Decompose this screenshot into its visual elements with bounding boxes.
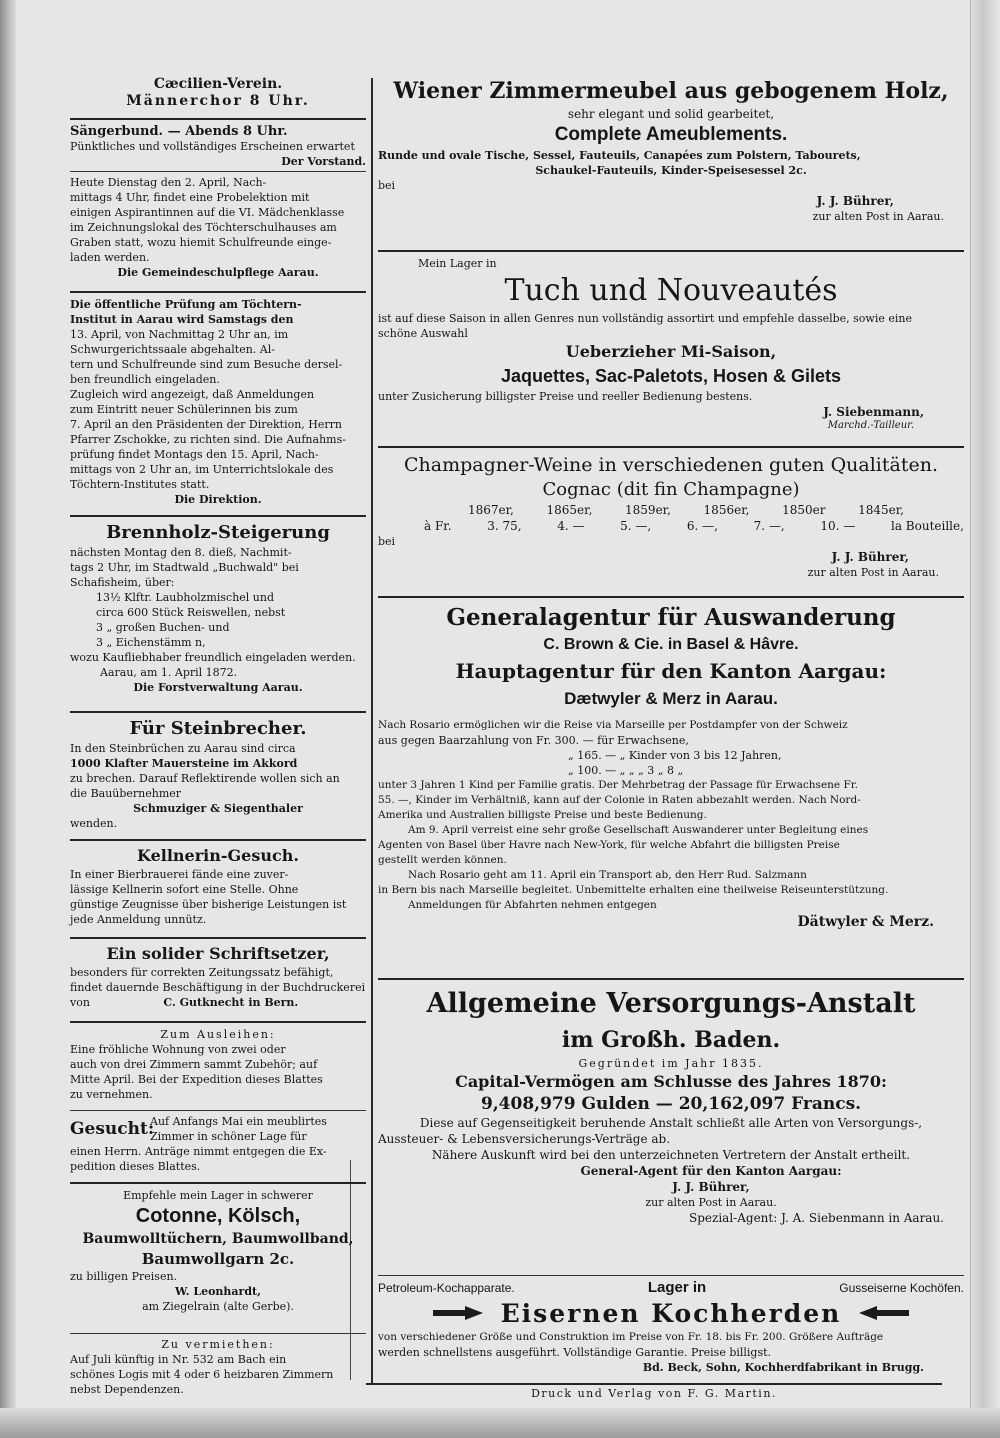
tuch-role: Marchd.-Tailleur. xyxy=(827,420,914,431)
tuch-line: ist auf diese Saison in allen Genres nun vollständig assortirt und empfehle dasselbe, sowie eine xyxy=(378,312,912,325)
footer-rule xyxy=(366,1383,942,1385)
probelektion-signature: Die Gemeindeschulpflege Aarau. xyxy=(117,266,319,279)
champagner-price: 5. —, xyxy=(620,519,652,533)
leonhardt-line2: Baumwolltüchern, Baumwollband, xyxy=(82,1231,354,1247)
gesucht-line: pedition dieses Blattes. xyxy=(70,1160,201,1173)
probelektion-line: Graben statt, wozu hiemit Schulfreunde einge- xyxy=(70,236,332,249)
schriftsetzer-line: besonders für correkten Zeitungssatz befähigt, xyxy=(70,966,334,979)
kellnerin-line: In einer Bierbrauerei fände eine zuver- xyxy=(70,868,289,881)
champagner-year: 1856er, xyxy=(703,503,750,517)
ad-brennholz xyxy=(70,521,366,707)
probelektion-line: laden werden. xyxy=(70,251,150,264)
pruefung-line: 13. April, von Nachmittag 2 Uhr an, im xyxy=(70,328,289,341)
versorgung-title1: Allgemeine Versorgungs-Anstalt xyxy=(426,988,916,1019)
tuch-line: schöne Auswahl xyxy=(378,327,468,340)
champagner-year: 1865er, xyxy=(546,503,593,517)
pruefung-line: ben freundlich eingeladen. xyxy=(70,373,220,386)
gesucht-line: einen Herrn. Anträge nimmt entgegen die Ex- xyxy=(70,1145,327,1158)
moebel-sub: sehr elegant und solid gearbeitet, xyxy=(567,107,775,121)
versorgung-signature: J. J. Bührer, xyxy=(672,1180,750,1194)
vermiethen-line: Auf Juli künftig in Nr. 532 am Bach ein xyxy=(70,1353,287,1366)
schriftsetzer-signature: C. Gutknecht in Bern. xyxy=(163,996,299,1009)
auswanderung-body: Agenten von Basel über Havre nach New-York, für welche Abfahrt die billigsten Preise xyxy=(378,839,840,851)
schriftsetzer-title: Ein solider Schriftsetzer, xyxy=(106,944,330,963)
pruefung-line: Pfarrer Zschokke, zu richten sind. Die Aufnahms- xyxy=(70,433,346,446)
ad-probelektion xyxy=(70,175,366,287)
leonhardt-line3: Baumwollgarn 2c. xyxy=(141,1250,295,1268)
ausleihen-line: zu vernehmen. xyxy=(70,1088,153,1101)
pruefung-line: Die öffentliche Prüfung am Töchtern- xyxy=(70,298,302,311)
pointing-hand-right-icon xyxy=(431,1304,487,1322)
auswanderung-haupt: Hauptagentur für den Kanton Aargau: xyxy=(455,659,887,683)
scan-edge-right xyxy=(970,0,1000,1438)
ad-schriftsetzer xyxy=(70,943,366,1017)
champagner-year: 1867er, xyxy=(468,503,514,517)
brennholz-line: Schafisheim, über: xyxy=(70,576,175,589)
tuch-closing: unter Zusicherung billigster Preise und reeller Bedienung bestens. xyxy=(378,390,753,403)
auswanderung-body: Nach Rosario geht am 11. April ein Transport ab, den Herr Rud. Salzmann xyxy=(408,869,807,881)
ad-saengerbund xyxy=(70,124,366,168)
ad-kellnerin xyxy=(70,845,366,933)
steinbrecher-line: die Bauübernehmer xyxy=(70,787,182,800)
kochherde-left-label: Petroleum-Kochapparate. xyxy=(378,1281,515,1295)
moebel-line2: Schaukel-Fauteuils, Kinder-Speisesessel 2c. xyxy=(535,164,807,177)
versorgung-founded: Gegründet im Jahr 1835. xyxy=(578,1057,764,1070)
ausleihen-line: Mitte April. Bei der Expedition dieses Blattes xyxy=(70,1073,323,1086)
divider xyxy=(70,118,366,120)
gesucht-side-line: Zimmer in schöner Lage für xyxy=(150,1130,307,1143)
steinbrecher-line: zu brechen. Darauf Reflektirende wollen sich an xyxy=(70,772,340,785)
leonhardt-signature: W. Leonhardt, xyxy=(175,1285,261,1298)
moebel-title: Wiener Zimmermeubel aus gebogenem Holz, xyxy=(393,78,949,104)
pruefung-line: 7. April an den Präsidenten der Direktion, Herrn xyxy=(70,418,342,431)
brennholz-closing: wozu Kaufliebhaber freundlich eingeladen werden. xyxy=(70,651,356,664)
kochherde-line: von verschiedener Größe und Construktion im Preise von Fr. 18. bis Fr. 200. Größere Aufträge xyxy=(378,1331,884,1343)
versorgung-address: zur alten Post in Aarau. xyxy=(645,1196,777,1209)
ad-pruefung xyxy=(70,297,366,511)
divider xyxy=(70,1110,366,1111)
ausleihen-title: Zum Ausleihen: xyxy=(160,1028,276,1041)
divider xyxy=(70,291,366,293)
imprint: Druck und Verlag von F. G. Martin. xyxy=(531,1387,777,1400)
steinbrecher-contact: Schmuziger & Siegenthaler xyxy=(133,802,303,815)
vermiethen-line: schönes Logis mit 4 oder 6 heizbaren Zimmern xyxy=(70,1368,334,1381)
left-column xyxy=(70,76,366,1396)
divider xyxy=(70,937,366,939)
ad-moebel xyxy=(378,76,964,246)
auswanderung-body: in Bern bis nach Marseille begleitet. Unbemittelte erhalten eine theilweise Reiseunterstützung. xyxy=(378,884,889,896)
divider xyxy=(378,596,964,598)
champagner-prefix: à Fr. xyxy=(424,519,452,533)
kochherde-signature: Bd. Beck, Sohn, Kochherdfabrikant in Brugg. xyxy=(642,1361,924,1374)
vermiethen-line: nebst Dependenzen. xyxy=(70,1383,184,1396)
tuch-item2: Jaquettes, Sac-Paletots, Hosen & Gilets xyxy=(500,366,842,386)
tuch-intro: Mein Lager in xyxy=(418,257,497,270)
schriftsetzer-line: von xyxy=(70,996,90,1009)
saengerbund-signature: Der Vorstand. xyxy=(281,155,366,168)
pruefung-signature: Die Direktion. xyxy=(174,493,262,506)
kochherde-line: werden schnellstens ausgeführt. Vollständige Garantie. Preise billigst. xyxy=(378,1346,772,1359)
caecilien-title: Cæcilien-Verein. xyxy=(153,76,283,92)
steinbrecher-title: Für Steinbrecher. xyxy=(129,718,307,739)
ausleihen-line: auch von drei Zimmern sammt Zubehör; auf xyxy=(70,1058,318,1071)
ad-versorgung xyxy=(378,984,964,1272)
divider xyxy=(378,978,964,980)
champagner-year: 1850er xyxy=(782,503,826,517)
versorgung-special: Spezial-Agent: J. A. Siebenmann in Aarau. xyxy=(689,1211,944,1225)
leonhardt-address: am Ziegelrain (alte Gerbe). xyxy=(142,1300,294,1313)
champagner-price: 7. —, xyxy=(753,519,785,533)
auswanderung-title: Generalagentur für Auswanderung xyxy=(446,604,896,631)
champagner-price: 6. —, xyxy=(686,519,718,533)
pruefung-line: Zugleich wird angezeigt, daß Anmeldungen xyxy=(70,388,315,401)
divider xyxy=(70,1333,366,1334)
pruefung-line: prüfung findet Montags den 15. April, Nach- xyxy=(70,448,319,461)
probelektion-line: einigen Aspirantinnen auf die VI. Mädchenklasse xyxy=(70,206,345,219)
brennholz-date: Aarau, am 1. April 1872. xyxy=(100,666,238,679)
pruefung-line: Schwurgerichtssaale abgehalten. Al- xyxy=(70,343,275,356)
ad-auswanderung xyxy=(378,602,964,974)
auswanderung-fare: „ 165. — „ Kinder von 3 bis 12 Jahren, xyxy=(568,749,782,762)
divider xyxy=(70,839,366,841)
kellnerin-title: Kellnerin-Gesuch. xyxy=(137,846,299,865)
ad-ausleihen xyxy=(70,1027,366,1107)
auswanderung-fare: Nach Rosario ermöglichen wir die Reise via Marseille per Postdampfer von der Schweiz xyxy=(378,719,848,731)
brennholz-item: circa 600 Stück Reiswellen, nebst xyxy=(96,606,286,619)
auswanderung-fare: „ 100. — „ „ „ 3 „ 8 „ xyxy=(568,764,684,777)
kellnerin-line: jede Anmeldung unnütz. xyxy=(70,913,207,926)
brennholz-title: Brennholz-Steigerung xyxy=(106,522,330,543)
kochherde-mid-label: Lager in xyxy=(647,1279,707,1296)
schriftsetzer-line: findet dauernde Beschäftigung in der Buchdruckerei xyxy=(70,981,366,994)
pointing-hand-left-icon xyxy=(855,1304,911,1322)
scan-edge-left xyxy=(0,0,16,1438)
champagner-price: 3. 75, xyxy=(487,519,522,533)
brennholz-item: 13½ Klftr. Laubholzmischel und xyxy=(96,591,275,604)
steinbrecher-line: In den Steinbrüchen zu Aarau sind circa xyxy=(70,742,296,755)
divider xyxy=(378,250,964,252)
auswanderung-fare: aus gegen Baarzahlung von Fr. 300. — für Erwachsene, xyxy=(378,734,689,747)
auswanderung-sub: C. Brown & Cie. in Basel & Hâvre. xyxy=(543,636,799,653)
probelektion-line: mittags 4 Uhr, findet eine Probelektion mit xyxy=(70,191,310,204)
gesucht-side-line: Auf Anfangs Mai ein meublirtes xyxy=(150,1115,327,1128)
right-column xyxy=(378,76,964,1386)
champagner-price: 10. — xyxy=(820,519,856,533)
champagner-title: Champagner-Weine in verschiedenen guten Qualitäten. xyxy=(403,454,939,476)
divider xyxy=(70,515,366,517)
kochherde-right-label: Gusseiserne Kochöfen. xyxy=(839,1281,964,1295)
pruefung-line: mittags von 2 Uhr an, im Unterrichtslokale des xyxy=(70,463,334,476)
ad-leonhardt xyxy=(70,1188,366,1330)
champagner-bei: bei xyxy=(378,535,396,548)
champagner-signature: J. J. Bührer, xyxy=(831,550,909,564)
ad-kochherde xyxy=(378,1279,964,1393)
tuch-signature: J. Siebenmann, xyxy=(823,405,924,419)
brennholz-line: tags 2 Uhr, im Stadtwald „Buchwald" bei xyxy=(70,561,299,574)
brennholz-item: 3 „ Eichenstämm n, xyxy=(96,636,206,649)
probelektion-line: im Zeichnungslokal des Töchterschulhauses am xyxy=(70,221,337,234)
leonhardt-intro: Empfehle mein Lager in schwerer xyxy=(123,1189,313,1202)
ad-champagner xyxy=(378,452,964,592)
probelektion-line: Heute Dienstag den 2. April, Nach- xyxy=(70,176,267,189)
versorgung-line: Diese auf Gegenseitigkeit beruhende Anstalt schließt alle Arten von Versorgungs-, xyxy=(419,1116,923,1130)
divider xyxy=(378,446,964,448)
kellnerin-line: günstige Zeugnisse über bisherige Leistungen ist xyxy=(70,898,347,911)
auswanderung-body: gestellt werden können. xyxy=(378,854,507,866)
kellnerin-line: lässige Kellnerin sofort eine Stelle. Ohne xyxy=(70,883,299,896)
divider xyxy=(70,1021,366,1023)
kochherde-title: Eisernen Kochherden xyxy=(500,1298,842,1328)
champagner-year: 1859er, xyxy=(625,503,671,517)
brennholz-item: 3 „ großen Buchen- und xyxy=(96,621,230,634)
champagner-year: 1845er, xyxy=(858,503,904,517)
versorgung-capital: Capital-Vermögen am Schlusse des Jahres 1870: xyxy=(455,1072,887,1091)
auswanderung-signature: Dätwyler & Merz. xyxy=(797,914,934,930)
pruefung-line: Töchtern-Institutes statt. xyxy=(70,478,210,491)
moebel-headline: Complete Ameublements. xyxy=(554,124,788,145)
brennholz-signature: Die Forstverwaltung Aarau. xyxy=(133,681,303,694)
versorgung-title2: im Großh. Baden. xyxy=(561,1027,781,1053)
saengerbund-title: Sängerbund. — Abends 8 Uhr. xyxy=(70,124,288,139)
gesucht-title: Gesucht: xyxy=(70,1119,155,1139)
ausleihen-line: Eine fröhliche Wohnung von zwei oder xyxy=(70,1043,286,1056)
divider xyxy=(70,711,366,713)
ad-steinbrecher xyxy=(70,717,366,835)
versorgung-amount: 9,408,979 Gulden — 20,162,097 Francs. xyxy=(480,1094,862,1114)
champagner-address: zur alten Post in Aarau. xyxy=(807,566,939,579)
auswanderung-body: Anmeldungen für Abfahrten nehmen entgegen xyxy=(408,899,657,911)
auswanderung-agents: Dætwyler & Merz in Aarau. xyxy=(564,689,778,708)
vermiethen-title: Zu vermiethen: xyxy=(161,1338,275,1351)
saengerbund-line: Pünktliches und vollständiges Erscheinen erwartet xyxy=(70,140,355,153)
champagner-unit: la Bouteille, xyxy=(891,519,964,533)
auswanderung-body: Amerika und Australien billigste Preise und beste Bedienung. xyxy=(378,809,707,821)
ad-gesucht xyxy=(70,1114,366,1178)
scan-edge-bottom xyxy=(0,1408,1000,1438)
steinbrecher-closing: wenden. xyxy=(70,817,118,830)
auswanderung-body: 55. —, Kinder im Verhältniß, kann auf der Colonie in Raten abbezahlt werden. Nach Nord- xyxy=(378,794,861,806)
divider xyxy=(70,1182,366,1184)
ad-caecilien xyxy=(70,76,366,114)
champagner-price: 4. — xyxy=(557,519,585,533)
moebel-line1: Runde und ovale Tische, Sessel, Fauteuils, Canapées zum Polstern, Tabourets, xyxy=(378,149,861,162)
versorgung-line: Aussteuer- & Lebensversicherungs-Verträge ab. xyxy=(378,1132,671,1146)
versorgung-line: Nähere Auskunft wird bei den unterzeichneten Vertretern der Anstalt ertheilt. xyxy=(431,1148,911,1162)
champagner-sub: Cognac (dit fin Champagne) xyxy=(542,479,800,500)
auswanderung-body: Am 9. April verreist eine sehr große Gesellschaft Auswanderer unter Begleitung eines xyxy=(408,824,869,836)
steinbrecher-line: 1000 Klafter Mauersteine im Akkord xyxy=(70,757,298,770)
moebel-address: zur alten Post in Aarau. xyxy=(812,210,944,223)
brennholz-line: nächsten Montag den 8. dieß, Nachmit- xyxy=(70,546,292,559)
ad-tuch xyxy=(378,256,964,442)
divider xyxy=(378,1275,964,1276)
leonhardt-price: zu billigen Preisen. xyxy=(70,1270,178,1283)
pruefung-line: zum Eintritt neuer Schülerinnen bis zum xyxy=(70,403,298,416)
pruefung-line: tern und Schulfreunde sind zum Besuche dersel- xyxy=(70,358,343,371)
column-divider xyxy=(371,78,373,1384)
pruefung-line: Institut in Aarau wird Samstags den xyxy=(70,313,294,326)
versorgung-general: General-Agent für den Kanton Aargau: xyxy=(580,1164,842,1178)
ad-vermiethen xyxy=(70,1337,366,1407)
tuch-item1: Ueberzieher Mi-Saison, xyxy=(565,342,777,361)
moebel-bei: bei xyxy=(378,179,396,192)
moebel-signature: J. J. Bührer, xyxy=(816,194,894,208)
leonhardt-title: Cotonne, Kölsch, xyxy=(135,1205,301,1227)
divider xyxy=(70,171,366,172)
caecilien-subtitle: Männerchor 8 Uhr. xyxy=(126,93,310,109)
auswanderung-body: unter 3 Jahren 1 Kind per Familie gratis. Der Mehrbetrag der Passage für Erwachsene Fr. xyxy=(378,779,858,791)
tuch-title: Tuch und Nouveautés xyxy=(504,273,838,308)
